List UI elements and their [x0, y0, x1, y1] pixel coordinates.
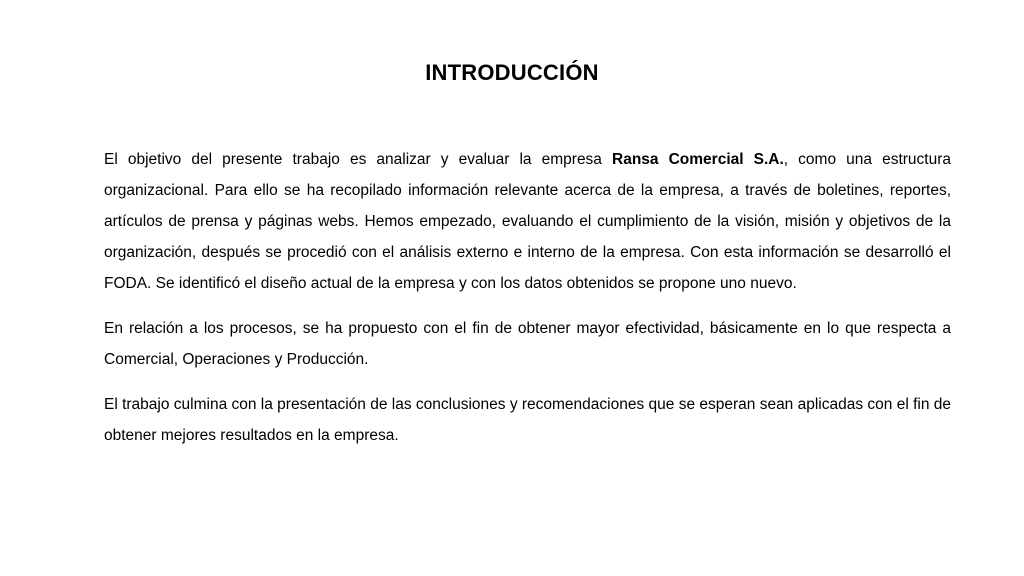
paragraph-objective-intro: El objetivo del presente trabajo es analizar y evaluar la empresa: [104, 151, 613, 168]
document-body: [104, 144, 951, 465]
paragraph-objective-rest: , como una estructura organizacional. Para ello se ha recopilado información relevante acerca de la empresa, a través de boletines, reportes, artículos de prensa y páginas webs. Hemos empezado, evaluando el cumplimiento de la visión, misión y objetivos de la organización, después se procedió con el análisis externo e interno de la empresa. Con esta información se desarrolló el FODA. Se identificó el diseño actual de la empresa y con los datos obtenidos se propone uno nuevo.: [104, 151, 951, 292]
company-name: Ransa Comercial S.A.: [612, 151, 784, 168]
paragraph-objective: [104, 144, 951, 299]
paragraph-processes: En relación a los procesos, se ha propuesto con el fin de obtener mayor efectividad, básicamente en lo que respecta a Comercial, Operaciones y Producción.: [104, 320, 951, 368]
paragraph-conclusion: El trabajo culmina con la presentación de las conclusiones y recomendaciones que se esperan sean aplicadas con el fin de obtener mejores resultados en la empresa.: [104, 396, 951, 444]
page-title: INTRODUCCIÓN: [425, 60, 599, 85]
